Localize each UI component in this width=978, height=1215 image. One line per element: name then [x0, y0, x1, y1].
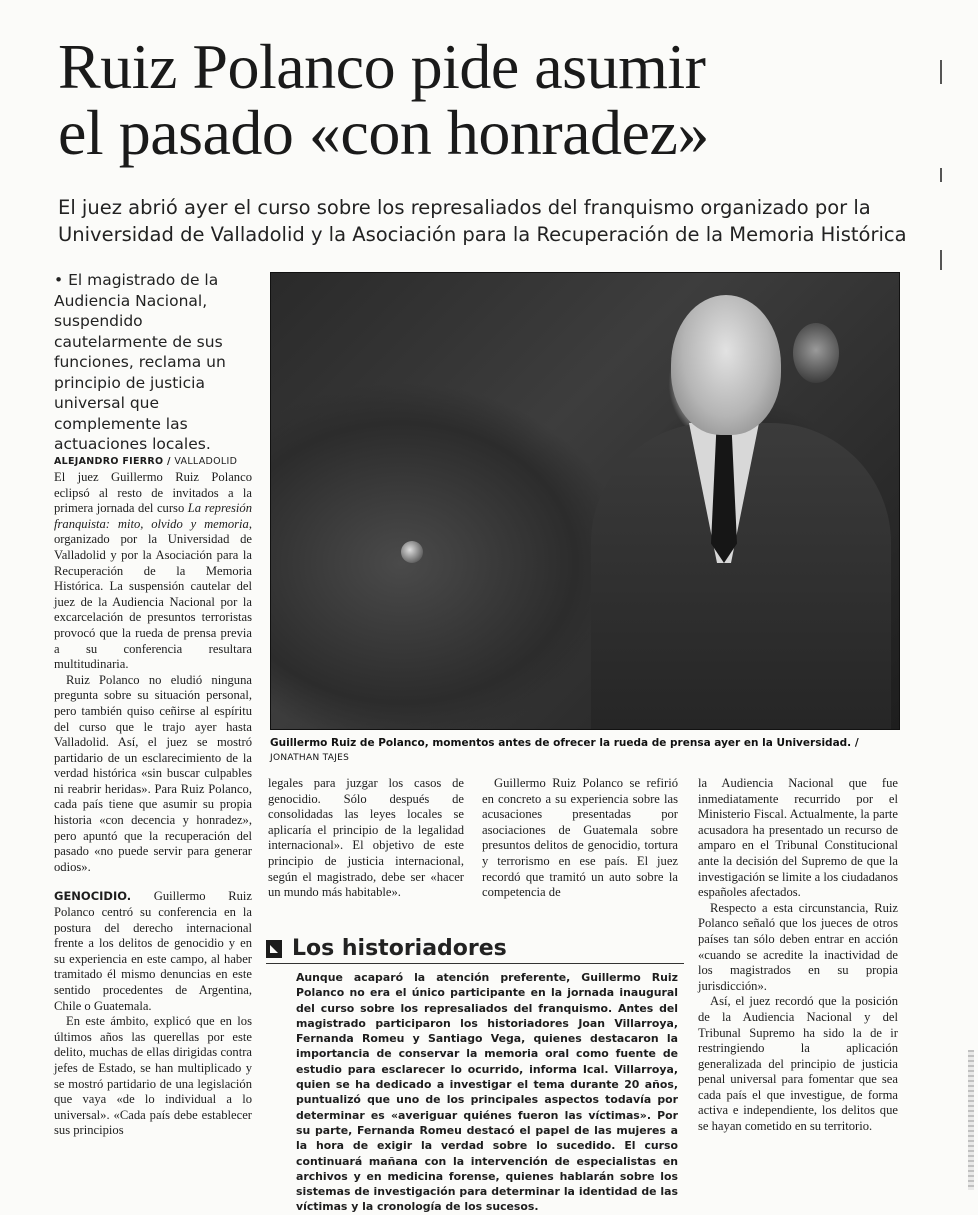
byline-author: ALEJANDRO FIERRO	[54, 456, 164, 467]
byline: ALEJANDRO FIERRO / VALLADOLID	[54, 456, 238, 467]
sidebar-box-rule	[266, 963, 684, 964]
caption-text: Guillermo Ruiz de Polanco, momentos antes de ofrecer la rueda de prensa ayer en la Universidad.	[270, 737, 852, 749]
page-edge-mark	[940, 250, 942, 270]
photo-caption: Guillermo Ruiz de Polanco, momentos antes de ofrecer la rueda de prensa ayer en la Universidad. / JONATHAN TAJES	[270, 737, 859, 763]
page-edge-mark	[940, 168, 942, 182]
article-photo	[270, 272, 900, 730]
article-column-1	[54, 470, 252, 1139]
column1-paragraph-4: En este ámbito, explicó que en los últimos años las querellas por este delito, muchas de ellas dirigidas contra jefes de Estado, se han multiplicado y se mostró partidario de una legislación que vaya «de lo individual a lo universal». «Cada país debe establecer sus principios	[54, 1014, 252, 1138]
column1-paragraph-3	[54, 889, 252, 1014]
sidebar-box-title-text: Los historiadores	[292, 936, 507, 961]
column4-paragraph-3: Así, el juez recordó que la posición de la Audiencia Nacional y del Tribunal Supremo ha sido la de ir restringiendo la aplicación generalizada del principio de justicia penal universal para fomentar que sea cada país el que investigue, de forma activa e independiente, los delitos que se hayan cometido en su territorio.	[698, 994, 898, 1134]
section-lead-in: GENOCIDIO.	[54, 889, 132, 904]
column1-paragraph-2: Ruiz Polanco no eludió ninguna pregunta sobre su situación personal, pero también quiso ceñirse al espíritu del curso que le trajo ayer hasta Valladolid. Así, el juez se mostró partidario de un esclarecimiento de la verdad histórica «sin buscar culpables ni reabrir heridas». Para Ruiz Polanco, cada país tiene que asumir su propia historia «con decencia y honradez», pero apuntó que la recuperación del pasado «no puede servir para generar odios».	[54, 672, 252, 874]
article-column-3	[482, 776, 678, 901]
column4-paragraph-1: la Audiencia Nacional que fue inmediatamente recurrido por el Ministerio Fiscal. Actualmente, la parte acusadora ha presentado un recurso de amparo en el Tribunal Constitucional ante la decisión del Supremo de que la investigación se limite a los ciudadanos españoles afectados.	[698, 776, 898, 900]
headline	[58, 31, 938, 168]
column4-paragraph-2: Respecto a esta circunstancia, Ruiz Polanco señaló que los jueces de otros países tan sólo deben entrar en acción «cuando se acredite la inactividad de los magistrados en su propia jurisdicción».	[698, 900, 898, 993]
article-column-4	[698, 776, 898, 1135]
column1-paragraph-1	[54, 470, 252, 673]
column2-paragraph-1: legales para juzgar los casos de genocidio. Sólo después de consolidadas las leyes locales se aplicaría el principio de la legalidad internacional». El objetivo de este principio de justicia internacional, según el magistrado, debe ser «hacer un mundo más habitable».	[268, 776, 464, 900]
byline-location: VALLADOLID	[174, 456, 238, 467]
door-knob-shape	[401, 541, 423, 563]
sidebar-box-body: Aunque acaparó la atención preferente, Guillermo Ruiz Polanco no era el único participante en la jornada inaugural del curso sobre los represaliados del franquismo. Antes del magistrado participaron los historiadores Joan Villarroya, Fernanda Romeu y Santiago Vega, quienes destacaron la importancia de conservar la memoria oral como fuente de estudio para esclarecer lo ocurrido, informa Ical. Villarroya, quien se ha dedicado a investigar el tema durante 20 años, puntualizó que uno de los principales aspectos todavía por determinar es «averiguar quiénes fueron las víctimas». Por su parte, Fernanda Romeu destacó el papel de las mujeres a la hora de exigir la verdad sobre lo sucedido. El curso continuará mañana con la intervención de especialistas en archivos y en medicina forense, quienes hablarán sobre los sistemas de investigación para determinar la identidad de las víctimas y la cronología de los sucesos.	[296, 971, 678, 1214]
figure-head-shape	[671, 295, 781, 435]
summary-highlight: • El magistrado de la Audiencia Nacional, suspendido cautelarmente de sus funciones, reclama un principio de justicia universal que complemente las actuaciones locales.	[54, 271, 226, 453]
sidebar-box-title	[266, 934, 686, 964]
photo-credit: JONATHAN TAJES	[270, 753, 350, 763]
subheadline	[58, 194, 938, 248]
column3-paragraph-1: Guillermo Ruiz Polanco se refirió en concreto a su experiencia sobre las acusaciones presentadas por asociaciones de Guatemala sobre presuntos delitos de genocidio, tortura y terrorismo en ese país. El juez recordó que tramitó un auto sobre la competencia de	[482, 776, 678, 900]
page-edge-mark	[940, 60, 942, 84]
article-column-2	[268, 776, 464, 901]
column1-p1-a: El juez Guillermo Ruiz Polanco eclipsó al resto de invitados a la primera jornada del curso	[54, 470, 252, 516]
subheadline-line-2: Universidad de Valladolid y la Asociación para la Recuperación de la Memoria Histórica	[58, 223, 907, 246]
headline-line-1: Ruiz Polanco pide asumir	[58, 31, 706, 102]
column1-p3-text: Guillermo Ruiz Polanco centró su conferencia en la postura del derecho internacional frente a los delitos de genocidio y en su experiencia en este campo, al haber tramitado él mismo denuncias en este sentido procedentes de Argentina, Chile o Guatemala.	[54, 889, 252, 1013]
square-bullet-icon	[266, 940, 282, 958]
subheadline-line-1: El juez abrió ayer el curso sobre los represaliados del franquismo organizado por la	[58, 196, 871, 219]
scan-edge-strip	[968, 1050, 974, 1190]
headline-line-2: el pasado «con honradez»	[58, 97, 709, 168]
background-person-shape	[793, 323, 839, 383]
course-title: La represión franquista: mito, olvido y memoria	[54, 501, 252, 531]
column1-p1-b: , organizado por la Universidad de Valladolid y por la Asociación para la Recuperación de la Memoria Histórica. La suspensión cautelar del juez de la Audiencia Nacional por la excarcelación de presuntos terroristas provocó que la rueda de prensa previa a su conferencia resultara multitudinaria.	[54, 516, 252, 672]
